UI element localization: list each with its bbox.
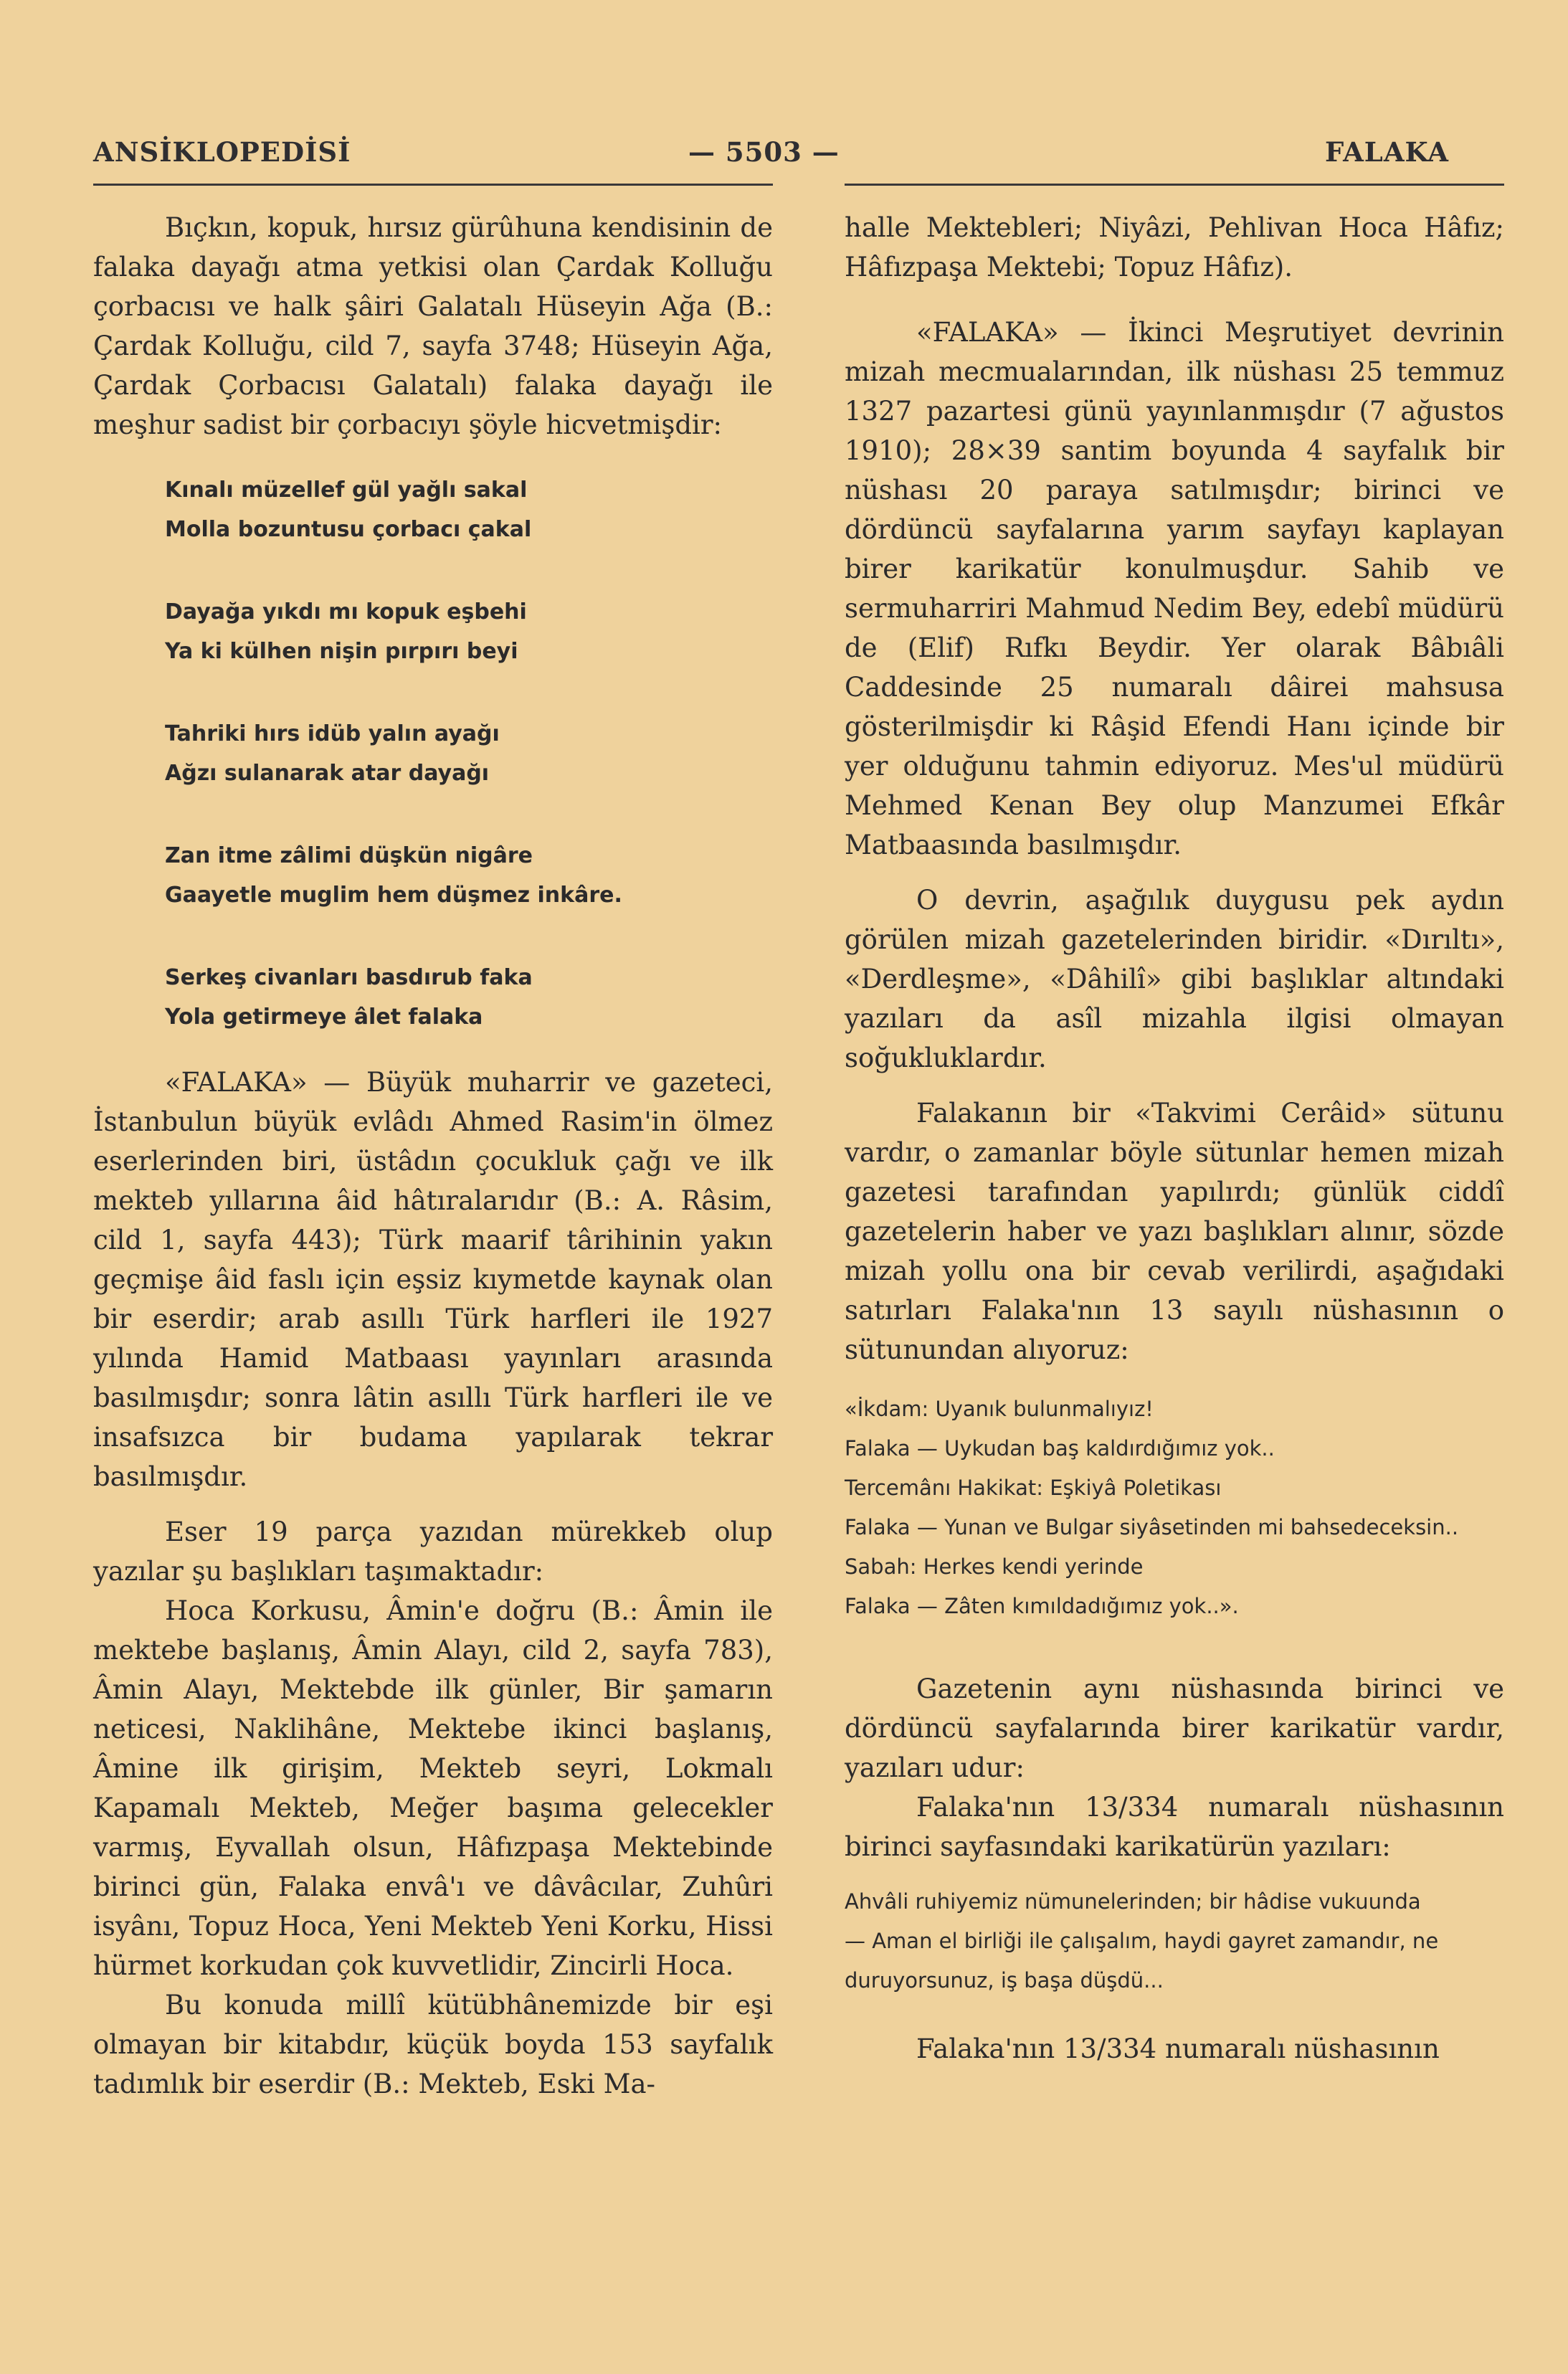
paragraph: Eser 19 parça yazıdan mürekkeb olup yazılar şu başlıkları taşımaktadır: — [93, 1516, 773, 1587]
running-header-left: ANSİKLOPEDİSİ — [93, 136, 351, 168]
quote-line: Falaka — Yunan ve Bulgar siyâsetinden mi bahsedeceksin.. — [845, 1515, 1459, 1539]
paragraph: Gazetenin aynı nüshasında birinci ve dördüncü sayfalarında birer karikatür vardır, yazıları udur: — [845, 1673, 1504, 1783]
poem-line: Yola getirmeye âlet falaka — [165, 1005, 483, 1030]
paragraph: Falaka'nın 13/334 numaralı nüshasının birinci sayfasındaki karikatürün yazıları: — [845, 1792, 1504, 1862]
quote-block — [845, 1390, 1504, 1626]
poem — [93, 470, 773, 1037]
quote-line: Tercemânı Hakikat: Eşkiyâ Poletikası — [845, 1476, 1222, 1500]
poem-line: Ağzı sulanarak atar dayağı — [165, 761, 490, 786]
poem-line: Tahriki hırs idüb yalın ayağı — [165, 721, 500, 746]
poem-line: Dayağa yıkdı mı kopuk eşbehi — [165, 599, 527, 625]
paragraph: «FALAKA» — Büyük muharrir ve gazeteci, İstanbulun büyük evlâdı Ahmed Rasim'in ölmez eserlerinden biri, üstâdın çocukluk çağı ve ilk mekteb yıllarına âid hâtıralarıdır (B.: A. Râsim, cild 1, sayfa 443); Türk maarif târihinin yakın geçmişe âid faslı için eşsiz kıymetde kaynak olan bir eserdir; arab asıllı Türk harfleri ile 1927 yılında Hamid Matbaası yayınları arasında basılmışdır; sonra lâtin asıllı Türk harfleri ile ve insafsızca bir budama yapılarak tekrar basılmışdır. — [93, 1067, 773, 1492]
paragraph: Falakanın bir «Takvimi Cerâid» sütunu vardır, o zamanlar böyle sütunlar hemen mizah gazetesi tarafından yapılırdı; günlük ciddî gazetelerin haber ve yazı başlıkları alınır, sözde mizah yollu ona bir cevab verilirdi, aşağıdaki satırları Falaka'nın 13 sayılı nüshasının o sütunundan alıyoruz: — [845, 1098, 1504, 1365]
paragraph: halle Mektebleri; Niyâzi, Pehlivan Hoca Hâfız; Hâfızpaşa Mektebi; Topuz Hâfız). — [845, 212, 1504, 282]
header-rule-left — [93, 184, 773, 186]
paragraph: O devrin, aşağılık duygusu pek aydın görülen mizah gazetelerinden biridir. «Dırıltı», «Derdleşme», «Dâhilî» gibi başlıklar altındaki yazıları da asîl mizahla ilgisi olmayan soğukluklardır. — [845, 885, 1504, 1073]
page-number: — 5503 — — [688, 136, 840, 168]
poem-line: Zan itme zâlimi düşkün nigâre — [165, 843, 533, 868]
paragraph: Hoca Korkusu, Âmin'e doğru (B.: Âmin ile mektebe başlanış, Âmin Alayı, cild 2, sayfa 783), Âmin Alayı, Mektebde ilk günler, Bir şamarın neticesi, Naklihâne, Mektebe ikinci başlanış, Âmine ilk girişim, Mekteb seyri, Lokmalı Kapamalı Mekteb, Meğer başıma gelecekler varmış, Eyvallah olsun, Hâfızpaşa Mektebinde birinci gün, Falaka envâ'ı ve dâvâcılar, Zuhûri isyânı, Topuz Hoca, Yeni Mekteb Yeni Korku, Hissi hürmet korkudan çok kuvvetlidir, Zincirli Hoca. — [93, 1595, 773, 1981]
quote-line: Falaka — Uykudan baş kaldırdığımız yok.. — [845, 1436, 1275, 1461]
left-column — [93, 208, 773, 2104]
paragraph: Falaka'nın 13/334 numaralı nüshasının — [916, 2033, 1440, 2064]
poem-line: Gaayetle muglim hem düşmez inkâre. — [165, 883, 622, 908]
right-column — [845, 208, 1504, 2069]
poem-line: Molla bozuntusu çorbacı çakal — [165, 517, 532, 542]
quote-line: Sabah: Herkes kendi yerinde — [845, 1554, 1144, 1579]
running-header-right: FALAKA — [1325, 136, 1449, 168]
quote-line: — Aman el birliği ile çalışalım, haydi gayret zamandır, ne duruyorsunuz, iş başa düşdü... — [845, 1929, 1439, 1993]
paragraph: Bu konuda millî kütübhânemizde bir eşi olmayan bir kitabdır, küçük boyda 153 sayfalık tadımlık bir eserdir (B.: Mekteb, Eski Ma- — [93, 1990, 773, 2099]
paragraph: «FALAKA» — İkinci Meşrutiyet devrinin mizah mecmualarından, ilk nüshası 25 temmuz 1327 pazartesi günü yayınlanmışdır (7 ağustos 1910); 28×39 santim boyunda 4 sayfalık bir nüshası 20 paraya satılmışdır; birinci ve dördüncü sayfalarına yarım sayfayı kaplayan birer karikatür konulmuşdur. Sahib ve sermuharriri Mahmud Nedim Bey, edebî müdürü de (Elif) Rıfkı Beydir. Yer olarak Bâbıâli Caddesinde 25 numaralı dâirei mahsusa gösterilmişdir ki Râşid Efendi Hanı içinde bir yer olduğunu tahmin ediyoruz. Mes'ul müdürü Mehmed Kenan Bey olup Manzumei Efkâr Matbaasında basılmışdır. — [845, 317, 1504, 860]
poem-line: Ya ki külhen nişin pırpırı beyi — [165, 639, 518, 664]
paragraph: Bıçkın, kopuk, hırsız gürûhuna kendisinin de falaka dayağı atma yetkisi olan Çardak Kolluğu çorbacısı ve halk şâiri Galatalı Hüseyin Ağa (B.: Çardak Kolluğu, cild 7, sayfa 3748; Hüseyin Ağa, Çardak Çorbacısı Galatalı) falaka dayağı ile meşhur sadist bir çorbacıyı şöyle hicvetmişdir: — [93, 212, 773, 440]
header-rule-right — [845, 184, 1504, 186]
quote-line: Falaka — Zâten kımıldadığımız yok..». — [845, 1594, 1239, 1618]
poem-line: Serkeş civanları basdırub faka — [165, 965, 533, 990]
quote-line: Ahvâli ruhiyemiz nümunelerinden; bir hâdise vukuunda — [845, 1889, 1421, 1914]
poem-line: Kınalı müzellef gül yağlı sakal — [165, 478, 528, 503]
quote-line: «İkdam: Uyanık bulunmalıyız! — [845, 1397, 1154, 1421]
caricature-caption — [845, 1882, 1504, 2000]
